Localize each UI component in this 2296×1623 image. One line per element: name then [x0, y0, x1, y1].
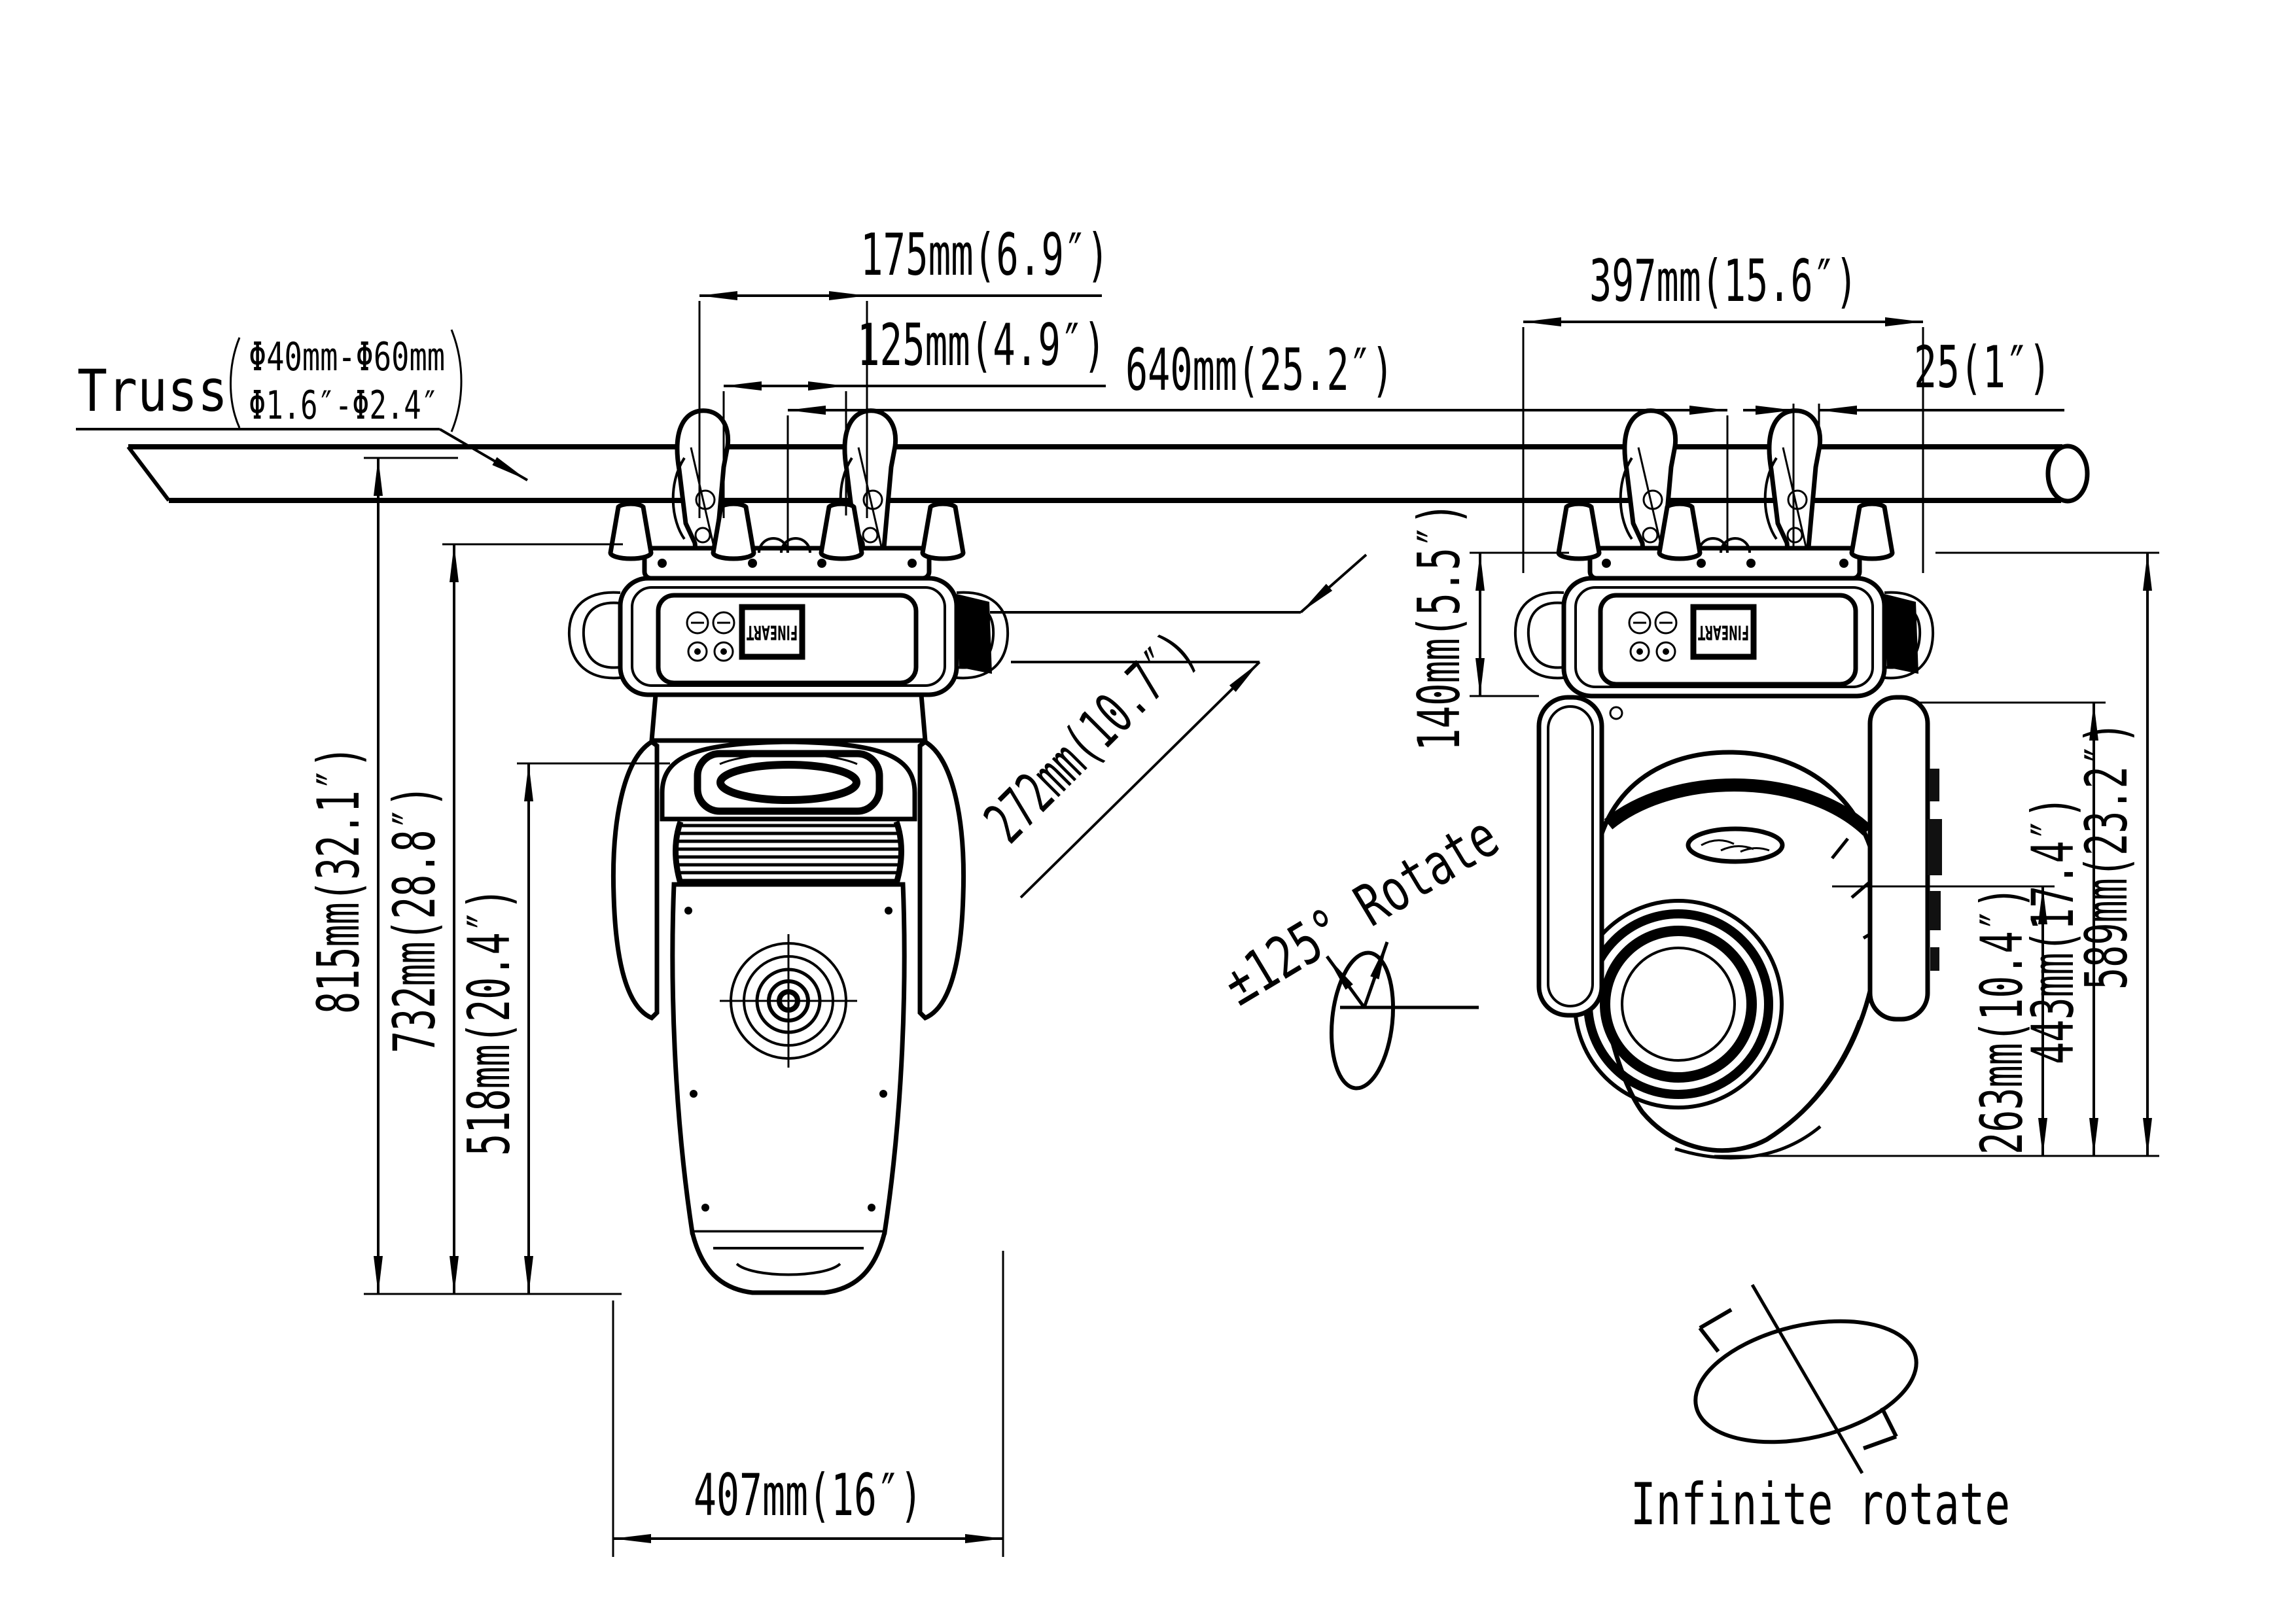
svg-text:140mm(5.5″): 140mm(5.5″) — [1405, 370, 1473, 751]
infinite-rotate-label: Infinite rotate — [1631, 1471, 2010, 1538]
pan-rotate-label: ±125° Rotate — [1211, 746, 1603, 1019]
safety-bracket — [957, 594, 992, 674]
svg-text:407mm(16″): 407mm(16″) — [694, 1461, 923, 1529]
svg-text:175mm(6.9″): 175mm(6.9″) — [860, 221, 1109, 288]
vent-slats — [676, 822, 902, 883]
svg-text:125mm(4.9″): 125mm(4.9″) — [857, 311, 1106, 379]
truss-label-group — [76, 330, 527, 480]
logo-text: FINEART — [746, 620, 798, 644]
bottom-cap — [692, 1232, 885, 1293]
paren-open — [231, 338, 240, 428]
svg-text:815mm(32.1″): 815mm(32.1″) — [305, 598, 372, 1014]
truss-spec-top: Φ40mm-Φ60mm — [249, 334, 445, 380]
dim-swing-radius — [972, 514, 1366, 898]
dim-body-width — [613, 1251, 1003, 1557]
svg-text:640mm(25.2″): 640mm(25.2″) — [1125, 336, 1394, 404]
pan-rotate-annotation — [1211, 746, 1603, 1092]
yoke-arm-rear — [1870, 697, 1928, 1019]
svg-text:263mm(10.4″): 263mm(10.4″) — [1968, 739, 2036, 1155]
yoke-bolt — [1610, 707, 1622, 719]
svg-text:25(1″): 25(1″) — [1914, 334, 2051, 401]
dim-clamp-pitch-inner — [724, 311, 1106, 518]
svg-text:518mm(20.4″): 518mm(20.4″) — [455, 740, 523, 1156]
infinite-rotate-annotation — [1631, 1285, 2010, 1538]
safety-bracket — [1884, 594, 1918, 674]
svg-text:397mm(15.6″): 397mm(15.6″) — [1589, 247, 1858, 315]
side-arm-left — [613, 742, 657, 1018]
svg-text:272mm(10.7″): 272mm(10.7″) — [972, 514, 1314, 856]
paren-close — [451, 330, 461, 432]
truss-label: Truss — [77, 357, 228, 425]
mounting-plate — [1590, 548, 1860, 578]
svg-text:732mm(28.8″): 732mm(28.8″) — [381, 637, 448, 1053]
arrowhead-left — [1700, 1310, 1731, 1352]
fixture-side-view — [1515, 411, 1942, 1158]
logo-text: FINEART — [1697, 620, 1749, 644]
svg-text:443mm(17.4″): 443mm(17.4″) — [2019, 648, 2087, 1064]
side-arm-right — [920, 742, 964, 1018]
truss-leader-arrow — [440, 429, 527, 480]
body-shoulder — [652, 695, 925, 741]
truss-spec-bottom: Φ1.6″-Φ2.4″ — [249, 383, 438, 428]
svg-text:589mm(23.2″): 589mm(23.2″) — [2073, 574, 2140, 990]
